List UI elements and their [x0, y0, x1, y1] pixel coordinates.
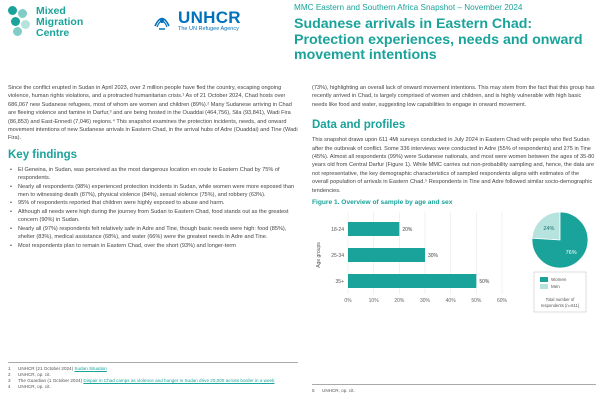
- x-tick-label: 40%: [445, 298, 456, 305]
- x-tick-label: 0%: [344, 298, 352, 305]
- page-title: Sudanese arrivals in Eastern Chad: Protection experiences, needs and onward movement intentions: [294, 16, 583, 63]
- bar-value-label: 50%: [479, 279, 490, 286]
- unhcr-name: UNHCR: [178, 7, 241, 27]
- footnote-link[interactable]: Dispair in Chad camps as violence and hunger in Sudan drive 20,000 across border in a week: [83, 378, 275, 383]
- y-tick-label: 35+: [335, 279, 344, 286]
- figure-1-chart: [312, 206, 596, 316]
- mmc-logo: [8, 6, 83, 39]
- legend-swatch: [540, 284, 548, 289]
- list-item: • El Geneina, in Sudan, was perceived as the most dangerous location en route to Eastern Chad by 75% of respondents.: [8, 166, 298, 183]
- footnote: 3 The Guardian (1 October 2024) Dispair in Chad camps as violence and hunger in Sudan drive 20,000 across border in a week: [8, 378, 275, 383]
- x-tick-label: 10%: [368, 298, 379, 305]
- total-respondents-label: Total number of: [545, 297, 575, 303]
- y-tick-label: 18-24: [331, 227, 344, 234]
- x-tick-label: 20%: [394, 298, 405, 305]
- mmc-logo-mark: [8, 6, 32, 36]
- x-tick-label: 30%: [419, 298, 431, 305]
- data-profiles-paragraph: This snapshot draws upon 611 4Mi surveys conducted in July 2024 in Eastern Chad with people who fled Sudan after the outbreak of conflict. Some 336 interviews were conducted in Adre (55% of respondents) and 275 in Tine (45%). Almost all respondents (99%) were Sudanese nationals, and most were women between the ages of 35-80 years old from Central Darfur (Figure 1). While MMC carries out non-probability sampling and, hence, the data are not representative, the key demographic characteristics of sampled respondents aligns with estimates of the overall population of arrivals in Eastern Chad.⁵ Respondents in Tine and Adre followed similar socio-demographic tendencies.: [312, 137, 595, 194]
- x-tick-label: 60%: [496, 298, 508, 305]
- list-item: • Most respondents plan to remain in Eastern Chad, over the short (93%) and longer-term: [8, 242, 298, 250]
- bar: [348, 274, 476, 288]
- footnote-link[interactable]: Sudan Situation: [74, 366, 107, 371]
- footnote: 1 UNHCR (21 October 2024) Sudan Situation: [8, 366, 107, 371]
- bar: [348, 222, 399, 236]
- y-tick-label: 25-34: [331, 253, 344, 260]
- legend-label: Women: [551, 277, 567, 283]
- unhcr-emblem-icon: [150, 8, 174, 32]
- key-findings-heading: Key findings: [8, 148, 78, 161]
- list-item: • 95% of respondents reported that children were highly exposed to abuse and harm.: [8, 199, 298, 207]
- figure-title: Figure 1. Overview of sample by age and sex: [312, 199, 453, 207]
- key-findings-list: [8, 166, 298, 250]
- bar-value-label: 30%: [428, 253, 439, 260]
- footnotes-left: [8, 362, 298, 390]
- total-respondents-label: respondents (n=611): [540, 303, 580, 309]
- bar: [348, 248, 425, 262]
- left-column: [8, 84, 298, 250]
- data-profiles-heading: Data and profiles: [312, 119, 406, 132]
- legend-label: Men: [551, 284, 560, 290]
- list-item: • Nearly all respondents (98%) experienced protection incidents in Sudan, while women were more exposed than men to witnessing death (87%), physical violence (84%), sexual violence (75%), and robbery (63%).: [8, 183, 298, 200]
- right-column: [312, 84, 596, 321]
- y-axis-label: Age groups: [316, 242, 322, 268]
- unhcr-tagline: The UN Refugee Agency: [178, 25, 239, 32]
- footnote: 2 UNHCR, op. cit.: [8, 372, 51, 377]
- footnote: 4 UNHCR, op. cit.: [8, 384, 51, 389]
- bar-value-label: 20%: [402, 227, 413, 234]
- legend-swatch: [540, 277, 548, 282]
- mmc-logo-text: Mixed Migration Centre: [36, 5, 84, 39]
- series-title: MMC Eastern and Southern Africa Snapshot – November 2024: [294, 3, 523, 12]
- x-tick-label: 50%: [471, 298, 482, 305]
- footnotes-right: [312, 384, 596, 394]
- list-item: • Nearly all (97%) respondents felt relatively safe in Adre and Tine, though basic needs were high: food (85%), shelter (83%), medical assistance (68%), and water (66%) were the greatest needs in Adre and Tine.: [8, 225, 298, 242]
- pie-value-label: 76%: [565, 249, 577, 256]
- continued-paragraph: (73%), highlighting an overall lack of onward movement intentions. This may stem from the fact that this group has recently arrived in Chad, is largely comprised of women and children, and is highly vulnerable with high basic needs like food and water, suggesting low capabilities to engage in onward movement.: [312, 85, 595, 108]
- list-item: • Although all needs were high during the journey from Sudan to Eastern Chad, food stands out as the greatest concern (90%) in Sudan.: [8, 208, 298, 225]
- footnote: 5 UNHCR, op. cit.: [312, 388, 355, 393]
- intro-paragraph: Since the conflict erupted in Sudan in April 2023, over 2 million people have fled the country, escaping ongoing violence, human rights violations, and a protracted humanitarian crisis.¹ As of 21 October 2024, Chad hosts over 686,067 new Sudanese refugees, most of whom are women and children (89%).² Many Sudanese arriving in Chad are fleeing violence and famine in Darfur,³ and are being hosted in the Ouaddai (464,756), Sila (93,841), Wadi Fira (86,853) and East-Ennedi (7,046) regions.⁴ This snapshot examines the protection incidents, needs, and onward movement intentions of new Sudanese arrivals in Eastern Chad, in the arrival hubs of Adre (Ouaddai) and Tine (Wadi Fira).: [8, 85, 298, 142]
- pie-value-label: 24%: [543, 226, 555, 233]
- unhcr-logo: [150, 8, 241, 32]
